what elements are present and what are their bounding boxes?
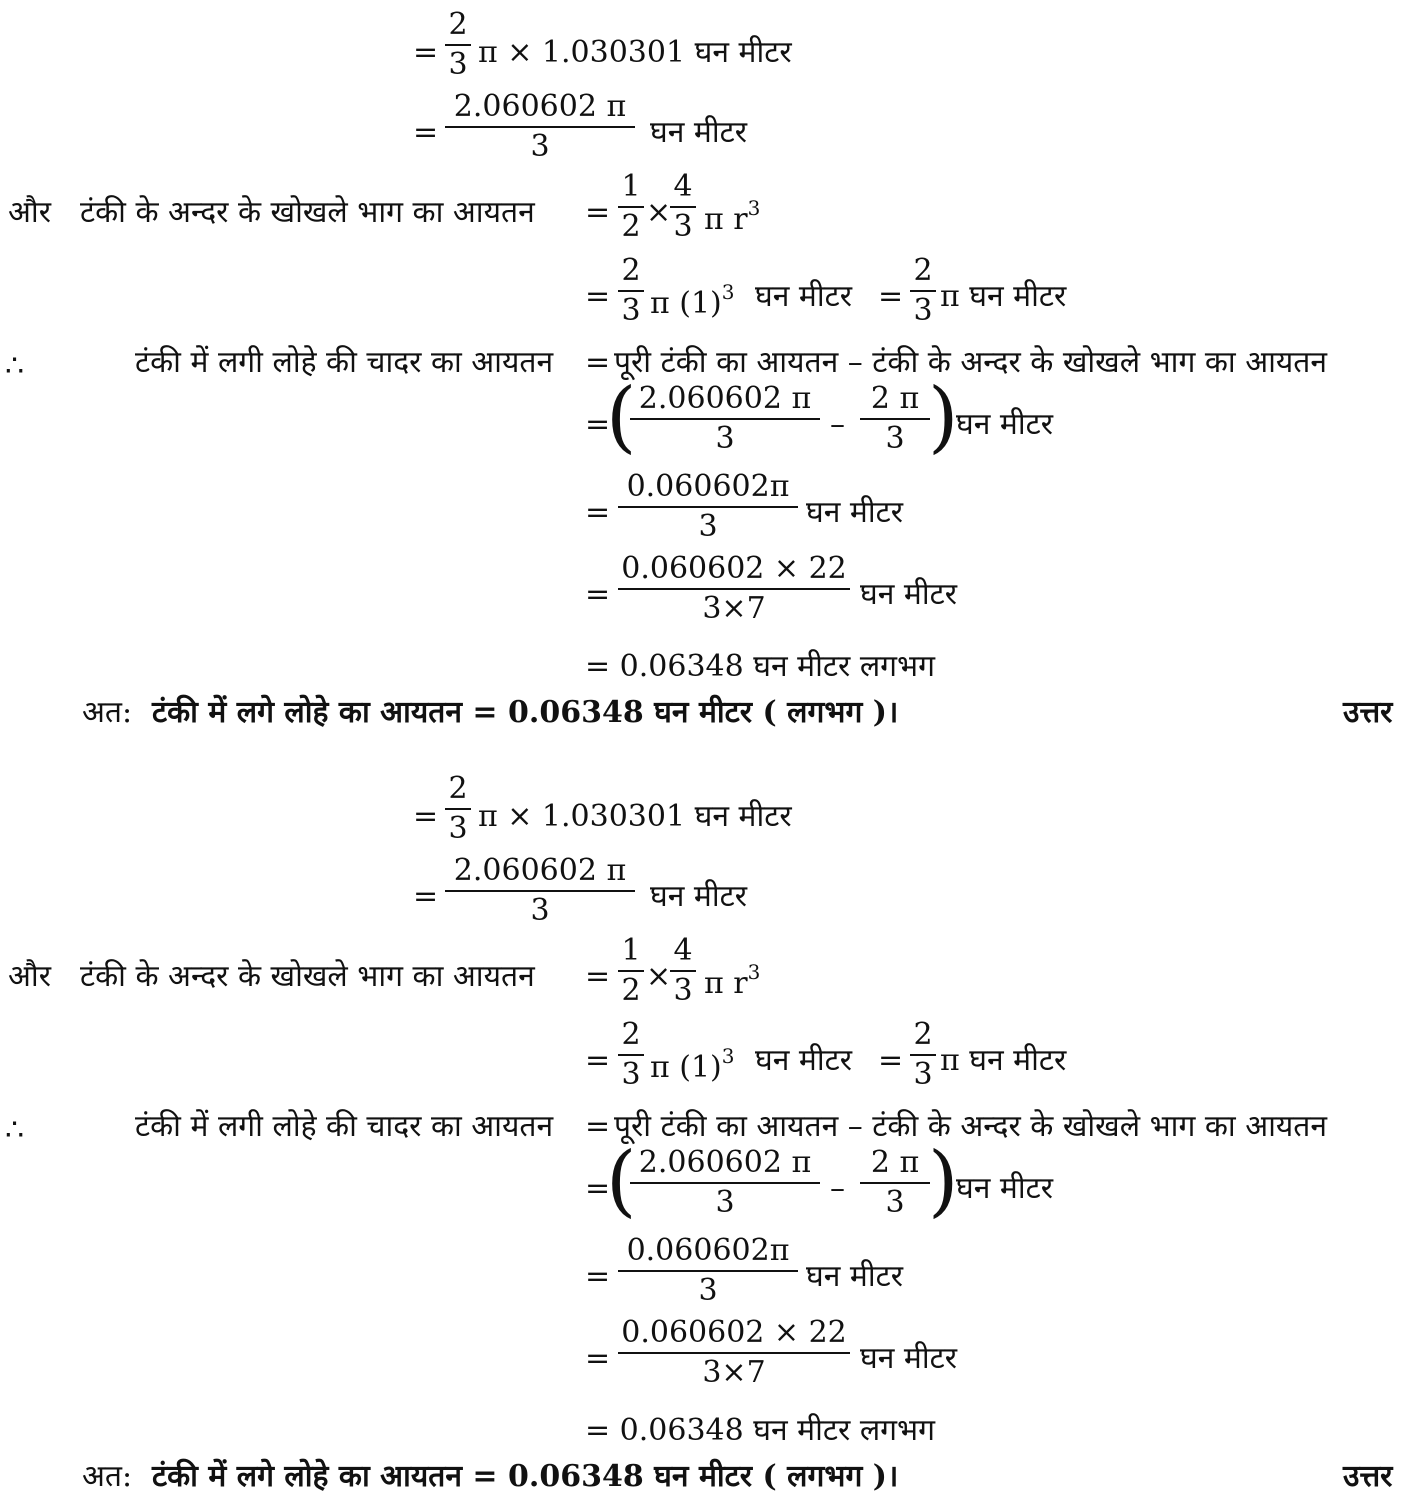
equals-sign: = (585, 1341, 611, 1376)
answer-text: टंकी में लगे लोहे का आयतन = 0.06348 घन मीटर ( लगभग )। (152, 1459, 899, 1494)
fraction-numerator: 2.060602 π (638, 1145, 812, 1180)
fraction-numerator: 4 (673, 933, 693, 968)
solution-block-1 (0, 0, 1411, 748)
fraction-denominator: 3×7 (618, 588, 850, 624)
exponent: 3 (747, 960, 761, 984)
fraction-denominator: 3 (910, 1054, 936, 1090)
expression-text: π × 1.030301 घन मीटर (478, 35, 792, 70)
fraction-denominator: 3 (860, 1182, 930, 1218)
fraction-denominator: 3 (445, 126, 635, 162)
fraction-denominator: 3×7 (618, 1352, 850, 1388)
fraction-numerator: 0.060602 × 22 (621, 551, 847, 586)
equals-sign: = (585, 959, 611, 994)
fraction (618, 169, 644, 244)
equals-sign: = (585, 1259, 611, 1294)
fraction-denominator: 3 (445, 890, 635, 926)
fraction-denominator: 3 (630, 1182, 820, 1218)
fraction (445, 7, 471, 82)
label-text: टंकी के अन्दर के खोखले भाग का आयतन (80, 195, 535, 230)
equals-sign: = (413, 879, 439, 914)
fraction-denominator: 3 (618, 1270, 798, 1306)
fraction (618, 551, 850, 626)
label-text: टंकी के अन्दर के खोखले भाग का आयतन (80, 959, 535, 994)
fraction-denominator: 3 (445, 44, 471, 80)
unit-text: घन मीटर (755, 279, 853, 314)
fraction (670, 169, 696, 244)
equals-sign: = (585, 577, 611, 612)
fraction-numerator: 2 π (870, 381, 920, 416)
fraction-numerator: 0.060602π (626, 469, 790, 504)
result-text: = 0.06348 घन मीटर लगभग (585, 649, 936, 684)
therefore-symbol: ∴ (5, 349, 25, 384)
equals-sign: = (585, 1043, 611, 1078)
fraction (860, 381, 930, 456)
equals-sign: = (585, 495, 611, 530)
expression-text: π × 1.030301 घन मीटर (478, 799, 792, 834)
equals-sign: = (585, 345, 611, 380)
expression-base: π r (704, 966, 748, 1001)
label-text: टंकी में लगी लोहे की चादर का आयतन (135, 1109, 554, 1144)
fraction (618, 1233, 798, 1308)
result-text: = 0.06348 घन मीटर लगभग (585, 1413, 936, 1448)
fraction-denominator: 2 (618, 970, 644, 1006)
expression-base: π (1) (650, 286, 722, 321)
expression-text (650, 1046, 734, 1083)
right-parenthesis: ) (928, 372, 959, 462)
fraction (618, 1315, 850, 1390)
expression-text (704, 198, 760, 235)
fraction-numerator: 2 π (870, 1145, 920, 1180)
unit-text: घन मीटर (650, 115, 748, 150)
equals-sign: = (585, 1109, 611, 1144)
fraction-numerator: 1 (621, 933, 641, 968)
expression-text (650, 282, 734, 319)
fraction (670, 933, 696, 1008)
fraction-numerator: 2 (621, 253, 641, 288)
label-text: टंकी में लगी लोहे की चादर का आयतन (135, 345, 554, 380)
fraction (618, 253, 644, 328)
fraction (445, 771, 471, 846)
fraction-denominator: 2 (618, 206, 644, 242)
fraction-denominator: 3 (618, 290, 644, 326)
fraction-denominator: 3 (860, 418, 930, 454)
unit-text: घन मीटर (806, 495, 904, 530)
answer-prefix: अत: (82, 695, 133, 730)
unit-text: घन मीटर (860, 1341, 958, 1376)
equals-sign: = (413, 35, 439, 70)
equals-sign: = (585, 407, 611, 442)
equals-sign: = (585, 1171, 611, 1206)
equals-sign: = (413, 115, 439, 150)
equals-sign: = (878, 279, 904, 314)
unit-text: घन मीटर (860, 577, 958, 612)
exponent: 3 (721, 280, 735, 304)
fraction (910, 253, 936, 328)
expression-text: पूरी टंकी का आयतन – टंकी के अन्दर के खोखले भाग का आयतन (614, 1109, 1328, 1144)
fraction-numerator: 2 (913, 1017, 933, 1052)
unit-text: π घन मीटर (940, 1043, 1067, 1078)
fraction-numerator: 0.060602π (626, 1233, 790, 1268)
fraction-numerator: 0.060602 × 22 (621, 1315, 847, 1350)
fraction (618, 933, 644, 1008)
fraction (445, 853, 635, 928)
fraction-denominator: 3 (910, 290, 936, 326)
unit-text: घन मीटर (650, 879, 748, 914)
times-sign: × (646, 195, 672, 230)
expression-base: π (1) (650, 1050, 722, 1085)
fraction-numerator: 2.060602 π (453, 89, 627, 124)
minus-sign: – (830, 407, 845, 442)
answer-text: टंकी में लगे लोहे का आयतन = 0.06348 घन मीटर ( लगभग )। (152, 695, 899, 730)
fraction (618, 469, 798, 544)
left-parenthesis: ( (606, 1136, 637, 1226)
conjunction-text: और (8, 195, 51, 230)
fraction-numerator: 2 (448, 7, 468, 42)
equals-sign: = (413, 799, 439, 834)
therefore-symbol: ∴ (5, 1113, 25, 1148)
solution-block-2 (0, 764, 1411, 1512)
fraction-numerator: 2.060602 π (453, 853, 627, 888)
fraction-denominator: 3 (670, 970, 696, 1006)
exponent: 3 (747, 196, 761, 220)
fraction-numerator: 2 (621, 1017, 641, 1052)
fraction (860, 1145, 930, 1220)
expression-text (704, 962, 760, 999)
equals-sign: = (585, 279, 611, 314)
fraction (910, 1017, 936, 1092)
equals-sign: = (585, 195, 611, 230)
exponent: 3 (721, 1044, 735, 1068)
right-parenthesis: ) (928, 1136, 959, 1226)
fraction-denominator: 3 (618, 506, 798, 542)
fraction-numerator: 2 (448, 771, 468, 806)
fraction (630, 381, 820, 456)
expression-text: पूरी टंकी का आयतन – टंकी के अन्दर के खोखले भाग का आयतन (614, 345, 1328, 380)
expression-base: π r (704, 202, 748, 237)
fraction-denominator: 3 (445, 808, 471, 844)
unit-text: घन मीटर (806, 1259, 904, 1294)
unit-text: घन मीटर (755, 1043, 853, 1078)
fraction (630, 1145, 820, 1220)
fraction-denominator: 3 (670, 206, 696, 242)
times-sign: × (646, 959, 672, 994)
minus-sign: – (830, 1171, 845, 1206)
fraction-numerator: 4 (673, 169, 693, 204)
equals-sign: = (878, 1043, 904, 1078)
fraction-numerator: 2 (913, 253, 933, 288)
conjunction-text: और (8, 959, 51, 994)
answer-mark: उत्तर (1343, 1459, 1393, 1494)
fraction-denominator: 3 (618, 1054, 644, 1090)
answer-mark: उत्तर (1343, 695, 1393, 730)
unit-text: घन मीटर (956, 1171, 1054, 1206)
left-parenthesis: ( (606, 372, 637, 462)
fraction (445, 89, 635, 164)
unit-text: घन मीटर (956, 407, 1054, 442)
fraction-denominator: 3 (630, 418, 820, 454)
unit-text: π घन मीटर (940, 279, 1067, 314)
answer-prefix: अत: (82, 1459, 133, 1494)
fraction-numerator: 2.060602 π (638, 381, 812, 416)
fraction-numerator: 1 (621, 169, 641, 204)
fraction (618, 1017, 644, 1092)
